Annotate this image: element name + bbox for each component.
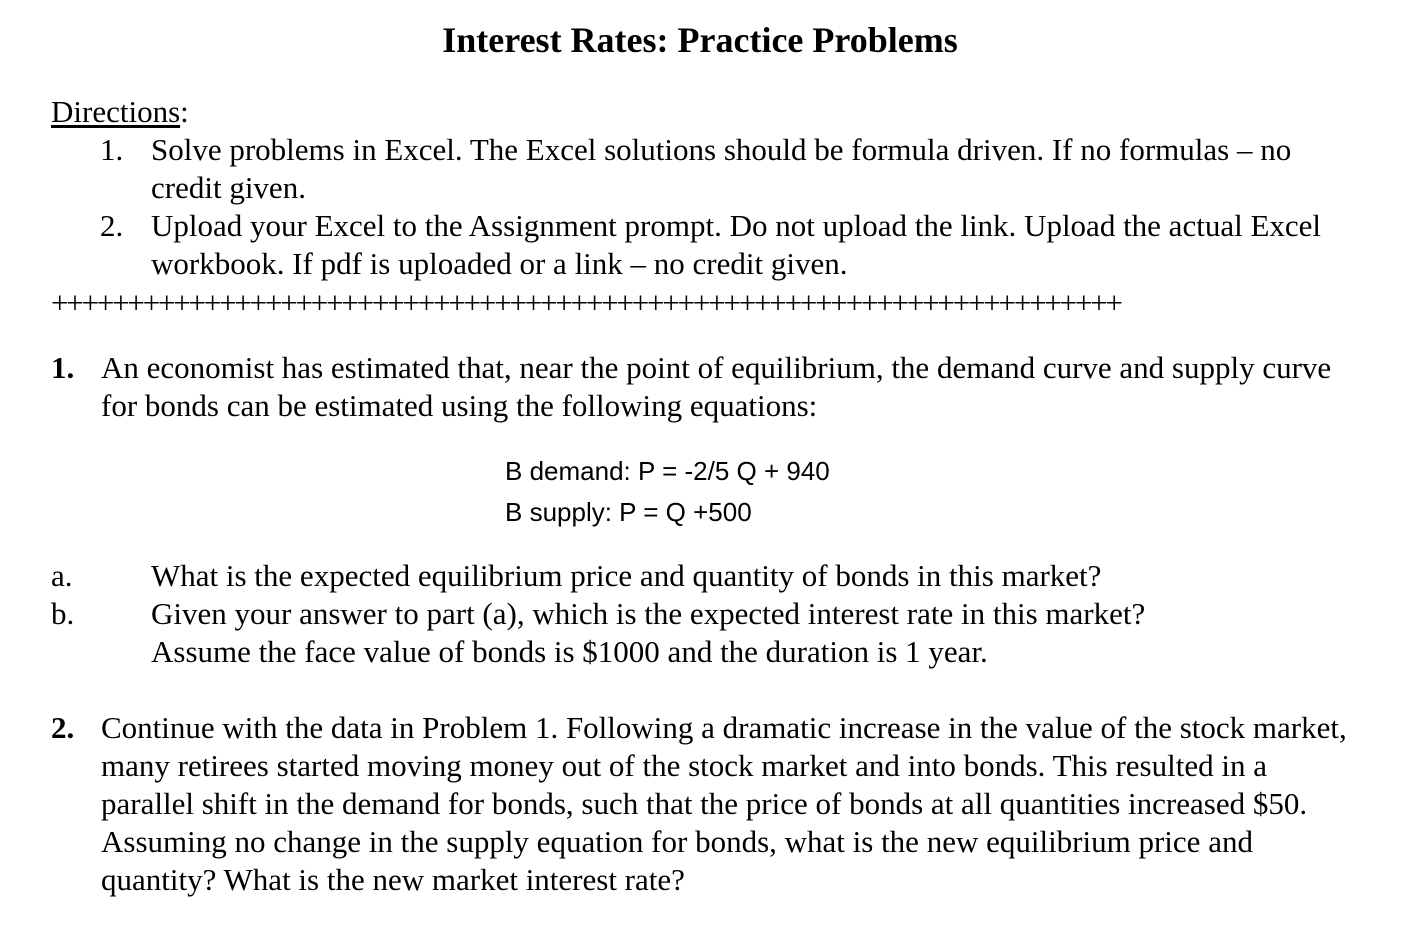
directions-heading — [51, 93, 189, 131]
direction-item-1 — [100, 131, 1360, 207]
directions-colon: : — [180, 94, 189, 129]
supply-equation: B supply: P = Q +500 — [505, 497, 752, 527]
direction-number: 2. — [100, 208, 124, 243]
equations-block — [505, 451, 830, 533]
problem-2 — [51, 709, 1351, 899]
problem-1-part-a — [51, 557, 1351, 595]
problem-number: 1. — [51, 350, 75, 385]
part-text: Given your answer to part (a), which is the expected interest rate in this market? Assume the face value of bonds is $1000 and the duration is 1 year. — [151, 596, 1146, 669]
problem-text: An economist has estimated that, near the point of equilibrium, the demand curve and supply curve for bonds can be estimated using the following equations: — [101, 350, 1332, 423]
page-title: Interest Rates: Practice Problems — [442, 20, 958, 60]
direction-text: Upload your Excel to the Assignment prompt. Do not upload the link. Upload the actual Excel workbook. If pdf is uploaded or a link – no credit given. — [151, 208, 1322, 281]
demand-equation: B demand: P = -2/5 Q + 940 — [505, 456, 830, 486]
part-label: a. — [51, 558, 73, 593]
direction-text: Solve problems in Excel. The Excel solutions should be formula driven. If no formulas – no credit given. — [151, 132, 1292, 205]
problem-number: 2. — [51, 710, 75, 745]
problem-1 — [51, 349, 1351, 425]
problem-text: Continue with the data in Problem 1. Following a dramatic increase in the value of the stock market, many retirees started moving money out of the stock market and into bonds. This resulted in a parallel shift in the demand for bonds, such that the price of bonds at all quantities increased $50. Assuming no change in the supply equation for bonds, what is the new equilibrium price and quantity? What is the new market interest rate? — [101, 710, 1347, 897]
part-label: b. — [51, 596, 75, 631]
part-text: What is the expected equilibrium price and quantity of bonds in this market? — [151, 558, 1102, 593]
problem-1-part-b — [51, 595, 1251, 671]
direction-item-2 — [100, 207, 1360, 283]
directions-label: Directions — [51, 94, 181, 129]
separator-line: ++++++++++++++++++++++++++++++++++++++++++++++++++++++++++++++++++++++ — [51, 285, 1121, 320]
direction-number: 1. — [100, 132, 124, 167]
